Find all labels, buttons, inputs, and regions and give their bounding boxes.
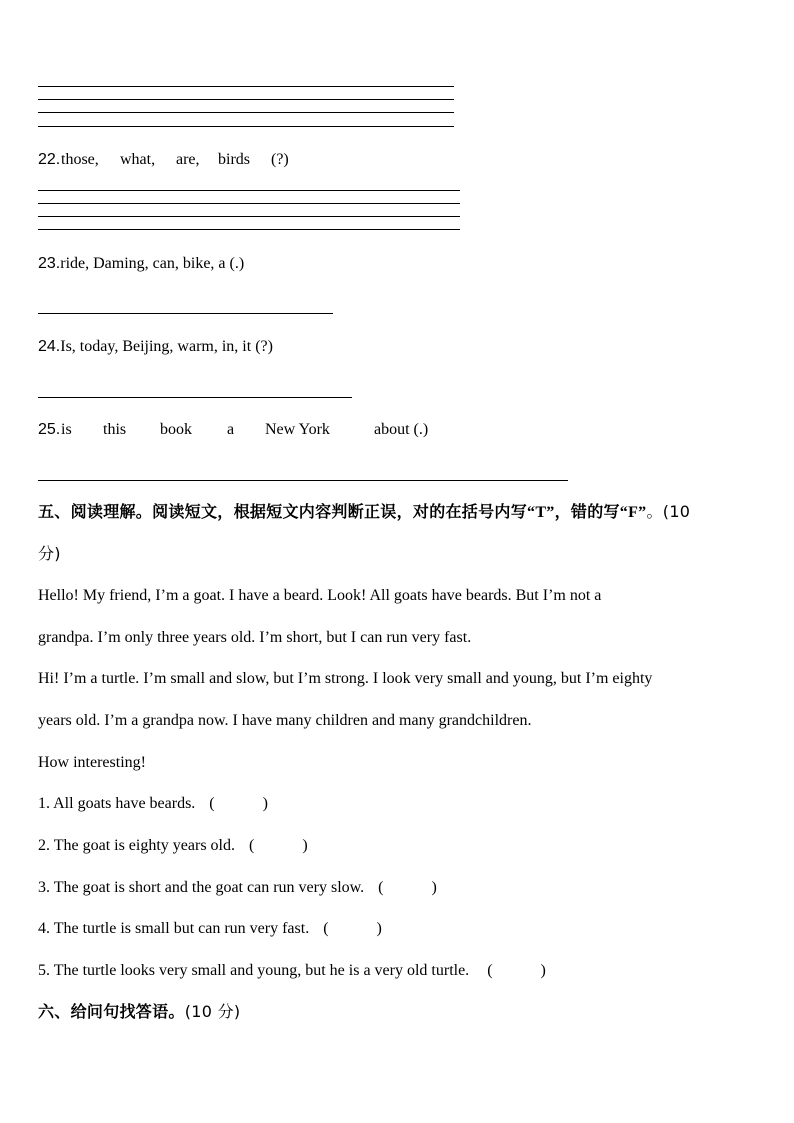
statement-text: 1. All goats have beards. (38, 795, 196, 812)
heading-text: 六、给问句找答语。 (38, 1002, 185, 1021)
statement-text: 3. The goat is short and the goat can run very slow. (38, 879, 365, 896)
answer-blank[interactable]: ( ) (323, 920, 382, 937)
statement-text: 5. The turtle looks very small and young, but he is a very old turtle. (38, 962, 470, 979)
answer-blank[interactable]: ( ) (487, 962, 546, 979)
answer-line (38, 229, 460, 230)
question-number: 24. (38, 338, 61, 355)
heading-text: “F” (619, 504, 647, 521)
question-number: 25. (38, 421, 61, 438)
question-text: Is, today, Beijing, warm, in, it (?) (60, 338, 273, 355)
statement-text: 2. The goat is eighty years old. (38, 837, 235, 854)
answer-line (38, 313, 333, 314)
question-number: 23. (38, 255, 61, 272)
word: those, (61, 151, 99, 168)
word: New York (265, 421, 330, 438)
section-6-heading (38, 1002, 240, 1022)
answer-line (38, 86, 454, 87)
statement-5 (38, 961, 546, 981)
word: (?) (271, 151, 289, 168)
answer-blank[interactable]: ( ) (249, 837, 308, 854)
word: is (61, 421, 72, 438)
section-5-heading (38, 502, 690, 523)
word: what, (120, 151, 156, 168)
statement-3 (38, 878, 437, 898)
word: a (227, 421, 235, 438)
answer-line (38, 112, 454, 113)
answer-blank[interactable]: ( ) (209, 795, 268, 812)
word: birds (218, 151, 250, 168)
section-5-heading-cont (38, 544, 61, 564)
answer-line (38, 190, 460, 191)
passage-line: Hi! I’m a turtle. I’m small and slow, but I’m strong. I look very small and young, but I’m eighty (38, 670, 653, 687)
statement-4 (38, 919, 382, 939)
word: book (160, 421, 192, 438)
answer-blank[interactable]: ( ) (378, 879, 437, 896)
passage-line: Hello! My friend, I’m a goat. I have a beard. Look! All goats have beards. But I’m not a (38, 587, 602, 604)
heading-text: 五、阅读理解。阅读短文，根据短文内容判断正误，对的在括号内写 (38, 502, 528, 521)
word: about (.) (374, 421, 429, 438)
heading-text: ，错的写 (554, 502, 620, 521)
question-number: 22. (38, 151, 61, 168)
answer-line (38, 99, 454, 100)
heading-points: (10 分) (184, 1002, 241, 1021)
passage-line: grandpa. I’m only three years old. I’m short, but I can run very fast. (38, 629, 472, 646)
answer-line (38, 397, 352, 398)
answer-line (38, 203, 460, 204)
passage-line: years old. I’m a grandpa now. I have many children and many grandchildren. (38, 712, 532, 729)
word: are, (176, 151, 200, 168)
heading-points: 分) (38, 544, 61, 563)
statement-1 (38, 794, 268, 814)
passage-line: How interesting! (38, 754, 146, 771)
word: this (103, 421, 127, 438)
question-23 (38, 254, 244, 274)
answer-line (38, 480, 568, 481)
question-24 (38, 337, 273, 357)
heading-points: 。(10 (646, 502, 691, 521)
statement-text: 4. The turtle is small but can run very fast. (38, 920, 310, 937)
statement-2 (38, 836, 308, 856)
heading-text: “T” (527, 504, 555, 521)
answer-line (38, 216, 460, 217)
question-text: ride, Daming, can, bike, a (.) (60, 255, 245, 272)
answer-line (38, 126, 454, 127)
